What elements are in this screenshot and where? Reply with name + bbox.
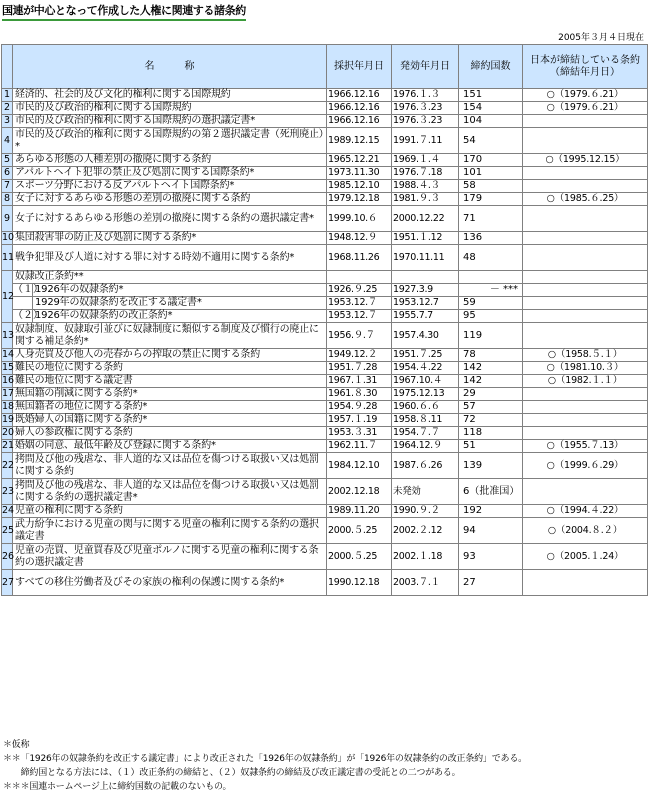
treaty-name: 集団殺害罪の防止及び処罰に関する条約* bbox=[13, 232, 327, 245]
treaty-name: 市民的及び政治的権利に関する国際規約 bbox=[13, 102, 327, 115]
adopted-date: 1989.12.15 bbox=[327, 128, 392, 154]
row-number: 20 bbox=[2, 427, 15, 438]
table-row bbox=[2, 414, 648, 427]
row-number: 1 bbox=[2, 89, 13, 102]
row-number: 12 bbox=[2, 271, 13, 323]
adopted-date: 1967.１.31 bbox=[327, 375, 392, 388]
treaty-name: 奴隷改正条約** bbox=[13, 271, 327, 284]
party-count: 192 bbox=[459, 505, 523, 518]
row-number: 23 bbox=[2, 479, 13, 505]
table-row bbox=[2, 518, 648, 544]
effective-date: 1927.3.9 bbox=[392, 284, 459, 297]
japan-status bbox=[523, 310, 648, 323]
treaty-name: 難民の地位に関する条約 bbox=[13, 362, 327, 375]
adopted-date: 1956.９.７ bbox=[327, 323, 392, 349]
japan-status: ○（1999.６.29） bbox=[523, 453, 648, 479]
party-count: 142 bbox=[459, 362, 523, 375]
japan-status: ○（1955.７.13） bbox=[523, 440, 648, 453]
party-count: 142 bbox=[459, 375, 523, 388]
row-number: 6 bbox=[2, 167, 13, 180]
treaty-name: 既婚婦人の国籍に関する条約* bbox=[13, 414, 327, 427]
table-row bbox=[2, 362, 648, 375]
effective-date: 2002.２.12 bbox=[392, 518, 459, 544]
row-number: 15 bbox=[2, 362, 15, 373]
table-row bbox=[2, 245, 648, 271]
adopted-date: 1951.７.28 bbox=[327, 362, 392, 375]
adopted-date: 1999.10.６ bbox=[327, 206, 392, 232]
japan-status bbox=[523, 479, 648, 505]
party-count: 136 bbox=[459, 232, 523, 245]
treaty-name: スポーツ分野における反アパルトヘイト国際条約* bbox=[13, 180, 327, 193]
japan-status bbox=[523, 128, 648, 154]
party-count: 139 bbox=[459, 453, 523, 479]
row-number: 10 bbox=[2, 232, 15, 243]
effective-date: 2002.１.18 bbox=[392, 544, 459, 570]
row-number: 4 bbox=[2, 128, 13, 154]
table-row bbox=[2, 128, 648, 154]
treaty-name: 児童の売買、児童買春及び児童ポルノに関する児童の権利に関する条約の選択議定書 bbox=[13, 544, 327, 570]
party-count: 72 bbox=[459, 414, 523, 427]
japan-status bbox=[523, 297, 648, 310]
japan-status bbox=[523, 427, 648, 440]
adopted-date: 1965.12.21 bbox=[327, 154, 392, 167]
effective-date: 1969.１.４ bbox=[392, 154, 459, 167]
adopted-date: 1989.11.20 bbox=[327, 505, 392, 518]
japan-status: ○（1985.６.25） bbox=[523, 193, 648, 206]
treaty-name: 拷問及び他の残虐な、非人道的な又は品位を傷つける取扱い又は処罰に関する条約 bbox=[13, 453, 327, 479]
table-row bbox=[2, 323, 648, 349]
sub-marker: （１） bbox=[13, 284, 43, 295]
table-row bbox=[2, 479, 648, 505]
table-subrow bbox=[2, 310, 648, 323]
header-no bbox=[2, 45, 13, 89]
treaty-name: 市民的及び政治的権利に関する国際規約の選択議定書* bbox=[13, 115, 327, 128]
treaty-name: 難民の地位に関する議定書 bbox=[13, 375, 327, 388]
row-number: 2 bbox=[2, 102, 13, 115]
adopted-date: 1966.12.16 bbox=[327, 115, 392, 128]
effective-date: 1958.８.11 bbox=[392, 414, 459, 427]
treaty-name: 拷問及び他の残虐な、非人道的な又は品位を傷つける取扱い又は処罰に関する条約の選択議定書* bbox=[13, 479, 327, 505]
effective-date: 1976.１.３ bbox=[392, 89, 459, 102]
row-number: 14 bbox=[2, 349, 15, 360]
treaty-name: 戦争犯罪及び人道に対する罪に対する時効不適用に関する条約* bbox=[13, 245, 327, 271]
adopted-date: 1966.12.16 bbox=[327, 89, 392, 102]
adopted-date: 2002.12.18 bbox=[327, 479, 392, 505]
treaty-name: 婚姻の同意、最低年齢及び登録に関する条約* bbox=[13, 440, 327, 453]
effective-date: 2000.12.22 bbox=[392, 206, 459, 232]
party-count: 29 bbox=[459, 388, 523, 401]
table-subrow bbox=[2, 284, 648, 297]
adopted-date: 1948.12.９ bbox=[327, 232, 392, 245]
footnote: ＊＊＊国連ホームページ上に締約国数の記載のないもの。 bbox=[3, 782, 232, 792]
treaty-name: 1926年の奴隷条約の改正条約* bbox=[33, 310, 327, 323]
row-number: 17 bbox=[2, 388, 15, 399]
header-name: 名 称 bbox=[13, 45, 327, 89]
japan-status: ○（1979.６.21） bbox=[523, 89, 648, 102]
row-number: 16 bbox=[2, 375, 15, 386]
treaty-name: 市民的及び政治的権利に関する国際規約の第２選択議定書（死刑廃止）* bbox=[13, 128, 327, 154]
party-count: 93 bbox=[459, 544, 523, 570]
japan-status bbox=[523, 323, 648, 349]
table-row bbox=[2, 427, 648, 440]
party-count: 27 bbox=[459, 570, 523, 596]
treaty-name: 女子に対するあらゆる形態の差別の撤廃に関する条約 bbox=[13, 193, 327, 206]
effective-date: 1988.４.３ bbox=[392, 180, 459, 193]
treaty-name: 婦人の参政権に関する条約 bbox=[13, 427, 327, 440]
adopted-date: 1953.３.31 bbox=[327, 427, 392, 440]
effective-date: 1967.10.４ bbox=[392, 375, 459, 388]
footnotes bbox=[3, 738, 527, 794]
party-count: 6（批准国） bbox=[459, 479, 523, 505]
header-adopted: 採択年月日 bbox=[327, 45, 392, 89]
party-count: 179 bbox=[459, 193, 523, 206]
table-row bbox=[2, 505, 648, 518]
effective-date: 1981.９.３ bbox=[392, 193, 459, 206]
table-subrow bbox=[2, 297, 648, 310]
treaty-name: 1926年の奴隷条約* bbox=[33, 284, 327, 297]
japan-status bbox=[523, 570, 648, 596]
adopted-date: 1990.12.18 bbox=[327, 570, 392, 596]
row-number: 26 bbox=[2, 544, 13, 570]
effective-date: 2003.７.１ bbox=[392, 570, 459, 596]
table-header-row bbox=[2, 45, 648, 89]
table-row bbox=[2, 271, 648, 284]
header-count: 締約国数 bbox=[459, 45, 523, 89]
table-row bbox=[2, 89, 648, 102]
party-count: 104 bbox=[459, 115, 523, 128]
row-number: 13 bbox=[2, 323, 13, 349]
table-row bbox=[2, 154, 648, 167]
adopted-date: 1926.９.25 bbox=[327, 284, 392, 297]
party-count: 101 bbox=[459, 167, 523, 180]
japan-status: ○（1982.１.１） bbox=[523, 375, 648, 388]
japan-status: ○（2005.１.24） bbox=[523, 544, 648, 570]
adopted-date: 2000.５.25 bbox=[327, 544, 392, 570]
header-japan: 日本が締結している条約（締結年月日） bbox=[523, 45, 648, 89]
table-row bbox=[2, 232, 648, 245]
sub-marker: （２） bbox=[13, 310, 43, 321]
effective-date: 1953.12.7 bbox=[392, 297, 459, 310]
page-title: 国連が中心となって作成した人権に関連する諸条約 bbox=[2, 2, 246, 21]
effective-date: 1976.７.18 bbox=[392, 167, 459, 180]
table-row bbox=[2, 349, 648, 362]
japan-status: ○（2004.８.２） bbox=[523, 518, 648, 544]
effective-date: 1976.３.23 bbox=[392, 102, 459, 115]
treaty-name: 人身売買及び他人の売春からの搾取の禁止に関する条約 bbox=[13, 349, 327, 362]
japan-status bbox=[523, 167, 648, 180]
table-row bbox=[2, 115, 648, 128]
japan-status bbox=[523, 115, 648, 128]
japan-status: ○（1994.４.22） bbox=[523, 505, 648, 518]
party-count: 119 bbox=[459, 323, 523, 349]
table-row bbox=[2, 388, 648, 401]
effective-date: 1990.９.２ bbox=[392, 505, 459, 518]
effective-date: 1951.７.25 bbox=[392, 349, 459, 362]
table-row bbox=[2, 401, 648, 414]
footnote: ＊＊「1926年の奴隷条約を改正する議定書」により改正された「1926年の奴隷条約」が「1926年の奴隷条約の改正条約」である。 bbox=[3, 754, 527, 764]
effective-date: 1955.7.7 bbox=[392, 310, 459, 323]
treaty-name: 無国籍者の地位に関する条約* bbox=[13, 401, 327, 414]
adopted-date: 1953.12.７ bbox=[327, 310, 392, 323]
party-count: 151 bbox=[459, 89, 523, 102]
table-row bbox=[2, 440, 648, 453]
japan-status: ○（1979.６.21） bbox=[523, 102, 648, 115]
treaty-name: 女子に対するあらゆる形態の差別の撤廃に関する条約の選択議定書* bbox=[13, 206, 327, 232]
row-number: 22 bbox=[2, 453, 13, 479]
treaty-name: 奴隷制度、奴隷取引並びに奴隷制度に類似する制度及び慣行の廃止に関する補足条約* bbox=[13, 323, 327, 349]
japan-status bbox=[523, 206, 648, 232]
party-count: － *** bbox=[459, 284, 523, 297]
table-row bbox=[2, 570, 648, 596]
row-number: 18 bbox=[2, 401, 15, 412]
row-number: 25 bbox=[2, 518, 13, 544]
adopted-date: 2000.５.25 bbox=[327, 518, 392, 544]
row-number: 27 bbox=[2, 570, 13, 596]
adopted-date: 1979.12.18 bbox=[327, 193, 392, 206]
table-row bbox=[2, 206, 648, 232]
table-row bbox=[2, 544, 648, 570]
treaty-name: あらゆる形態の人種差別の撤廃に関する条約 bbox=[13, 154, 327, 167]
treaty-name: 1929年の奴隷条約を改正する議定書* bbox=[33, 297, 327, 310]
adopted-date: 1949.12.２ bbox=[327, 349, 392, 362]
adopted-date: 1973.11.30 bbox=[327, 167, 392, 180]
party-count: 54 bbox=[459, 128, 523, 154]
japan-status: ○（1958.５.１） bbox=[523, 349, 648, 362]
treaty-name: アパルトヘイト犯罪の禁止及び処罰に関する国際条約* bbox=[13, 167, 327, 180]
treaty-name: 経済的、社会的及び文化的権利に関する国際規約 bbox=[13, 89, 327, 102]
effective-date: 1957.4.30 bbox=[392, 323, 459, 349]
japan-status bbox=[523, 414, 648, 427]
row-number: 21 bbox=[2, 440, 15, 451]
party-count: 51 bbox=[459, 440, 523, 453]
table-row bbox=[2, 375, 648, 388]
party-count: 59 bbox=[459, 297, 523, 310]
adopted-date: 1984.12.10 bbox=[327, 453, 392, 479]
japan-status bbox=[523, 232, 648, 245]
footnote: ＊仮称 bbox=[3, 740, 30, 750]
japan-status: ○（1995.12.15） bbox=[523, 154, 648, 167]
japan-status: ○（1981.10.３） bbox=[523, 362, 648, 375]
party-count: 71 bbox=[459, 206, 523, 232]
party-count: 48 bbox=[459, 245, 523, 271]
japan-status bbox=[523, 245, 648, 271]
party-count: 118 bbox=[459, 427, 523, 440]
party-count: 58 bbox=[459, 180, 523, 193]
row-number: 5 bbox=[2, 154, 13, 167]
adopted-date: 1957.１.19 bbox=[327, 414, 392, 427]
effective-date: 1991.７.11 bbox=[392, 128, 459, 154]
adopted-date: 1968.11.26 bbox=[327, 245, 392, 271]
table-row bbox=[2, 180, 648, 193]
effective-date: 1975.12.13 bbox=[392, 388, 459, 401]
table-row bbox=[2, 193, 648, 206]
adopted-date: 1954.９.28 bbox=[327, 401, 392, 414]
treaty-name: 児童の権利に関する条約 bbox=[13, 505, 327, 518]
row-number: 7 bbox=[2, 180, 13, 193]
effective-date: 1960.６.６ bbox=[392, 401, 459, 414]
party-count: 170 bbox=[459, 154, 523, 167]
party-count: 95 bbox=[459, 310, 523, 323]
adopted-date: 1985.12.10 bbox=[327, 180, 392, 193]
treaty-name: 無国籍の削減に関する条約* bbox=[13, 388, 327, 401]
treaty-name: 武力紛争における児童の関与に関する児童の権利に関する条約の選択議定書 bbox=[13, 518, 327, 544]
adopted-date: 1961.８.30 bbox=[327, 388, 392, 401]
adopted-date: 1966.12.16 bbox=[327, 102, 392, 115]
row-number: 3 bbox=[2, 115, 13, 128]
row-number: 24 bbox=[2, 505, 15, 516]
effective-date: 1964.12.９ bbox=[392, 440, 459, 453]
effective-date: 1954.４.22 bbox=[392, 362, 459, 375]
effective-date: 1987.６.26 bbox=[392, 453, 459, 479]
adopted-date: 1962.11.７ bbox=[327, 440, 392, 453]
party-count: 57 bbox=[459, 401, 523, 414]
sub-marker bbox=[13, 297, 33, 310]
table-row bbox=[2, 102, 648, 115]
effective-date: 1970.11.11 bbox=[392, 245, 459, 271]
as-of-date: 2005年３月４日現在 bbox=[558, 33, 644, 43]
row-number: 19 bbox=[2, 414, 15, 425]
footnote: 締約国となる方法には、（１）改正条約の締結と、（２）奴隷条約の締結及び改正議定書の受託との二つがある。 bbox=[3, 768, 461, 778]
header-effective: 発効年月日 bbox=[392, 45, 459, 89]
japan-status bbox=[523, 284, 648, 297]
table-row bbox=[2, 453, 648, 479]
row-number: 11 bbox=[2, 245, 13, 271]
party-count: 94 bbox=[459, 518, 523, 544]
party-count: 154 bbox=[459, 102, 523, 115]
party-count: 78 bbox=[459, 349, 523, 362]
row-number: 9 bbox=[2, 206, 13, 232]
effective-date: 1951.１.12 bbox=[392, 232, 459, 245]
japan-status bbox=[523, 180, 648, 193]
treaty-table bbox=[1, 44, 648, 596]
japan-status bbox=[523, 401, 648, 414]
row-number: 8 bbox=[2, 193, 13, 206]
treaty-name: すべての移住労働者及びその家族の権利の保護に関する条約* bbox=[13, 570, 327, 596]
japan-status bbox=[523, 388, 648, 401]
table-row bbox=[2, 167, 648, 180]
effective-date: 未発効 bbox=[392, 479, 459, 505]
adopted-date: 1953.12.７ bbox=[327, 297, 392, 310]
effective-date: 1976.３.23 bbox=[392, 115, 459, 128]
effective-date: 1954.７.７ bbox=[392, 427, 459, 440]
